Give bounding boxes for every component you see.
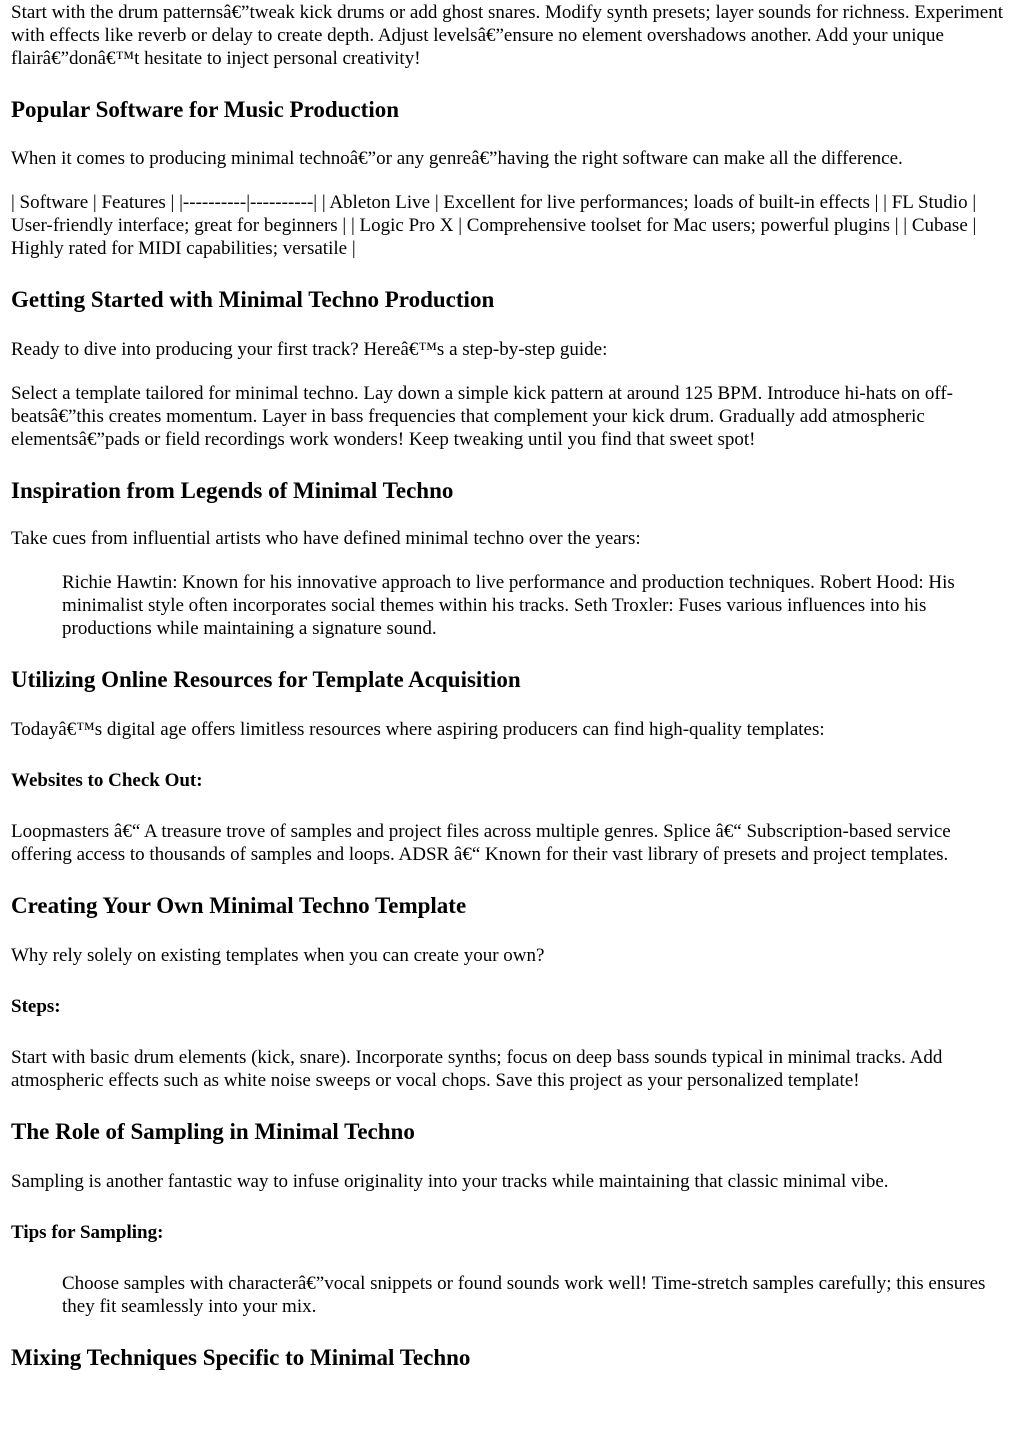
- subheading-steps: Steps:: [11, 996, 61, 1017]
- heading-mixing: Mixing Techniques Specific to Minimal Techno: [11, 1345, 471, 1370]
- article-body: [0, 1, 1024, 1372]
- heading-software: Popular Software for Music Production: [11, 97, 400, 122]
- sampling-tips: Choose samples with characterâ€”vocal snippets or found sounds work well! Time-stretch samples carefully; this ensures they fit seamlessly into your mix.: [62, 1273, 986, 1317]
- subheading-websites: Websites to Check Out:: [11, 770, 203, 791]
- inspiration-quote: Richie Hawtin: Known for his innovative approach to live performance and production techniques. Robert Hood: His minimalist style often incorporates social themes within his tracks. Seth Troxler: Fuses various influences into his productions while maintaining a signature sound.: [62, 572, 955, 639]
- software-intro: When it comes to producing minimal technoâ€”or any genreâ€”having the right software can make all the difference.: [11, 148, 903, 169]
- heading-sampling: The Role of Sampling in Minimal Techno: [11, 1119, 415, 1144]
- sampling-intro: Sampling is another fantastic way to infuse originality into your tracks while maintaining that classic minimal vibe.: [11, 1171, 889, 1192]
- inspiration-intro: Take cues from influential artists who have defined minimal techno over the years:: [11, 528, 641, 549]
- intro-paragraph: Start with the drum patternsâ€”tweak kick drums or add ghost snares. Modify synth presets; layer sounds for richness. Experiment with effects like reverb or delay to create depth. Adjust levelsâ€”ensure no element overshadows another. Add your unique flairâ€”donâ€™t hesitate to inject personal creativity!: [11, 2, 1004, 69]
- heading-inspiration: Inspiration from Legends of Minimal Techno: [11, 478, 454, 503]
- own-template-intro: Why rely solely on existing templates when you can create your own?: [11, 945, 545, 966]
- websites-list: Loopmasters â€“ A treasure trove of samples and project files across multiple genres. Splice â€“ Subscription-based service offering access to thousands of samples and loops. ADSR â€“ Known for their vast library of presets and project templates.: [11, 821, 951, 865]
- heading-getting-started: Getting Started with Minimal Techno Production: [11, 287, 495, 312]
- online-resources-intro: Todayâ€™s digital age offers limitless resources where aspiring producers can find high-quality templates:: [11, 719, 825, 740]
- getting-started-intro: Ready to dive into producing your first track? Hereâ€™s a step-by-step guide:: [11, 339, 608, 360]
- heading-own-template: Creating Your Own Minimal Techno Template: [11, 893, 467, 918]
- subheading-sampling-tips: Tips for Sampling:: [11, 1222, 164, 1243]
- software-table-text: | Software | Features | |----------|----------| | Ableton Live | Excellent for live performances; loads of built-in effects | | FL Studio | User-friendly interface; great for beginners | | Logic Pro X | Comprehensive toolset for Mac users; powerful plugins | | Cubase | Highly rated for MIDI capabilities; versatile |: [11, 192, 977, 259]
- own-template-steps: Start with basic drum elements (kick, snare). Incorporate synths; focus on deep bass sounds typical in minimal tracks. Add atmospheric effects such as white noise sweeps or vocal chops. Save this project as your personalized template!: [11, 1047, 943, 1091]
- heading-online-resources: Utilizing Online Resources for Template Acquisition: [11, 667, 521, 692]
- getting-started-steps: Select a template tailored for minimal techno. Lay down a simple kick pattern at around 125 BPM. Introduce hi-hats on off-beatsâ€”this creates momentum. Layer in bass frequencies that complement your kick drum. Gradually add atmospheric elementsâ€”pads or field recordings work wonders! Keep tweaking until you find that sweet spot!: [11, 383, 954, 450]
